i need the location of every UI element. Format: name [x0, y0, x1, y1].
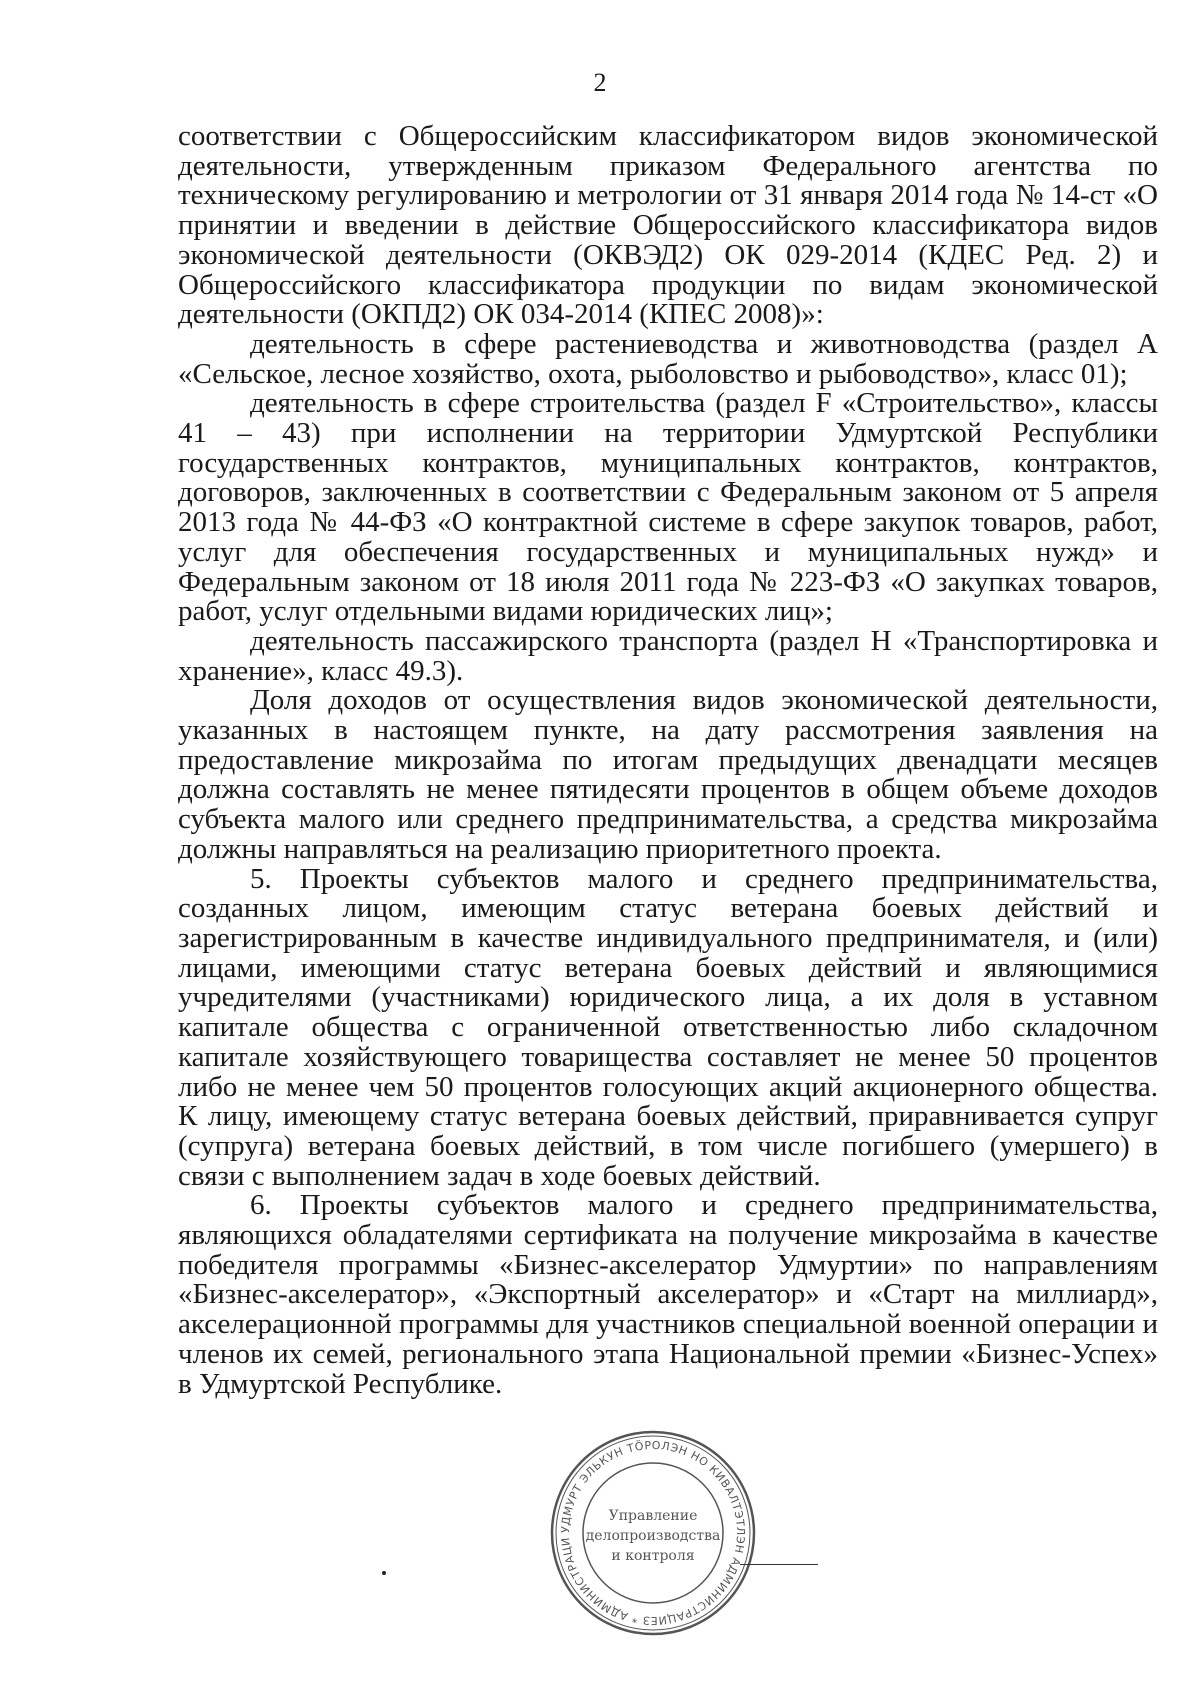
document-body [178, 122, 1158, 1399]
official-stamp [548, 1428, 758, 1638]
ink-dot [382, 1571, 386, 1575]
paragraph-item-5: 5. Проекты субъектов малого и среднего предпринимательства, созданных лицом, имеющим статус ветерана боевых действий и зарегистрированным в качестве индивидуального предпринимателя, и (или) лицами, имеющими статус ветерана боевых действий и являющимися учредителями (участниками) юридического лица, а их доля в уставном капитале общества с ограниченной ответственностью либо складочном капитале хозяйствующего товарищества составляет не менее 50 процентов либо не менее чем 50 процентов голосующих акций акционерного общества. К лицу, имеющему статус ветерана боевых действий, приравнивается супруг (супруга) ветерана боевых действий, в том числе погибшего (умершего) в связи с выполнением задач в ходе боевых действий. [178, 862, 1158, 1192]
stamp-ring-text: УДМУРТ ЭЛЬКУН ТӦРОЛЭН НО КИВАЛТЭТЛЭН АДМИНИСТРАЦИЕЗ * АДМИНИСТРАЦИ [558, 1438, 748, 1628]
paragraph-construction: деятельность в сфере строительства (раздел F «Строительство», классы 41 – 43) при исполнении на территории Удмуртской Республики государственных контрактов, муниципальных контрактов, контрактов, договоров, заключенных в соответствии с Федеральным законом от 5 апреля 2013 года № 44-ФЗ «О контрактной системе в сфере закупок товаров, работ, услуг для обеспечения государственных и муниципальных нужд» и Федеральным законом от 18 июля 2011 года № 223-ФЗ «О закупках товаров, работ, услуг отдельными видами юридических лиц»; [178, 387, 1158, 628]
paragraph-agriculture: деятельность в сфере растениеводства и животноводства (раздел А «Сельское, лесное хозяйство, охота, рыболовство и рыбоводство», класс 01); [178, 327, 1158, 390]
stamp-center-line-1: Управление [608, 1508, 698, 1524]
paragraph-item-6: 6. Проекты субъектов малого и среднего предпринимательства, являющихся обладателями сертификата на получение микрозайма в качестве победителя программы «Бизнес-акселератор Удмуртии» по направлениям «Бизнес-акселератор», «Экспортный акселератор» и «Старт на миллиард», акселерационной программы для участников специальной военной операции и членов их семей, регионального этапа Национальной премии «Бизнес-Успех» в Удмуртской Республике. [178, 1189, 1158, 1400]
page-number: 2 [593, 68, 607, 97]
stamp-center-line-3: и контроля [611, 1548, 695, 1564]
signature-line [740, 1564, 818, 1565]
paragraph-transport: деятельность пассажирского транспорта (раздел Н «Транспортировка и хранение», класс 49.3). [178, 624, 1158, 687]
stamp-center-line-2: делопроизводства [585, 1528, 721, 1544]
stamp-seal-graphic [548, 1428, 758, 1638]
paragraph-income-share: Доля доходов от осуществления видов экономической деятельности, указанных в настоящем пункте, на дату рассмотрения заявления на предоставление микрозайма по итогам предыдущих двенадцати месяцев должна составлять не менее пятидесяти процентов в общем объеме доходов субъекта малого или среднего предпринимательства, а средства микрозайма должны направляться на реализацию приоритетного проекта. [178, 684, 1158, 865]
paragraph-okved-reference: соответствии с Общероссийским классификатором видов экономической деятельности, утвержденным приказом Федерального агентства по техническому регулированию и метрологии от 31 января 2014 года № 14-ст «О принятии и введении в действие Общероссийского классификатора видов экономической деятельности (ОКВЭД2) ОК 029-2014 (КДЕС Ред. 2) и Общероссийского классификатора продукции по видам экономической деятельности (ОКПД2) ОК 034-2014 (КПЕС 2008)»: [178, 120, 1158, 331]
